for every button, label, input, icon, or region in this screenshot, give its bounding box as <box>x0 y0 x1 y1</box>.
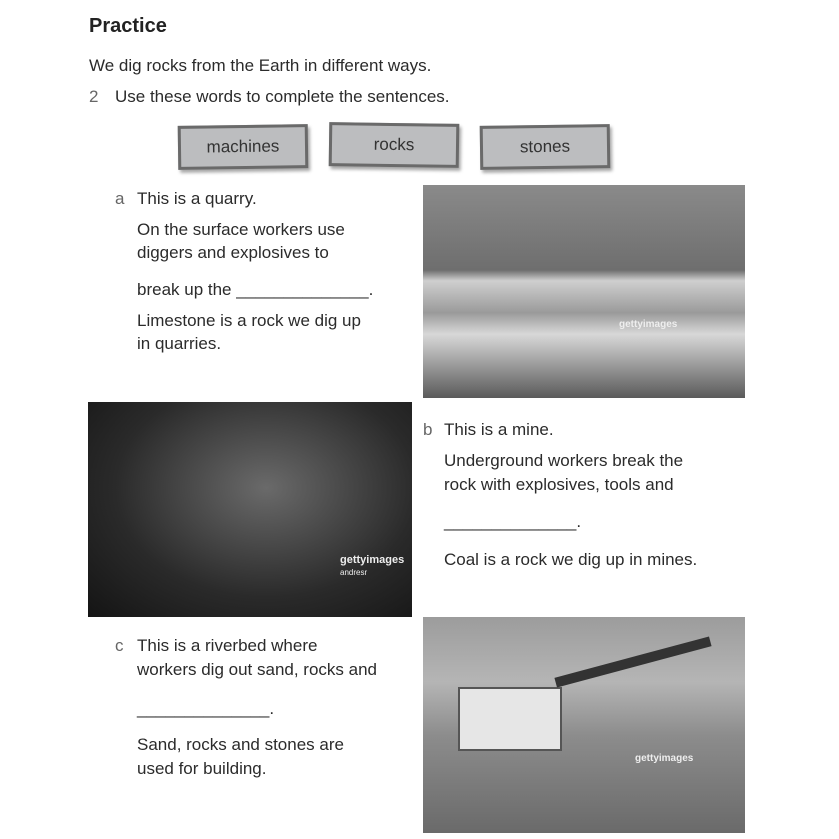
section-b-line: Coal is a rock we dig up in mines. <box>444 550 698 569</box>
excavator-arm-shape <box>554 636 711 687</box>
word-box-rocks: rocks <box>329 122 460 168</box>
section-c-line: used for building. <box>137 759 267 778</box>
section-b-label: b <box>423 420 433 439</box>
question-text: Use these words to complete the sentences. <box>115 87 450 106</box>
section-a-line: diggers and explosives to <box>137 243 329 262</box>
section-c-line: This is a riverbed where <box>137 636 318 655</box>
section-a-label: a <box>115 189 125 208</box>
quarry-photo <box>423 185 745 398</box>
section-c-line: Sand, rocks and stones are <box>137 735 344 754</box>
section-a-line: This is a quarry. <box>137 189 257 208</box>
section-b-blank-line: ______________. <box>444 512 582 531</box>
mine-photo <box>88 402 412 617</box>
word-box-stones: stones <box>480 124 611 170</box>
question-number: 2 <box>89 87 99 106</box>
watermark: gettyimages <box>340 554 405 566</box>
riverbed-excavator-photo <box>423 617 745 833</box>
section-b-line: Underground workers break the <box>444 451 684 470</box>
excavator-shape <box>458 687 562 751</box>
page-title: Practice <box>89 15 167 37</box>
word-box-machines: machines <box>178 124 309 170</box>
section-b-line: rock with explosives, tools and <box>444 475 674 494</box>
watermark: gettyimages <box>635 753 694 764</box>
section-a-blank-line: break up the ______________. <box>137 280 374 299</box>
watermark: gettyimages <box>619 319 678 330</box>
section-c-blank-line: ______________. <box>137 699 275 718</box>
section-a-line: On the surface workers use <box>137 220 345 239</box>
intro-text: We dig rocks from the Earth in different ways. <box>89 56 432 75</box>
section-a-line: Limestone is a rock we dig up <box>137 311 361 330</box>
photo-credit: andresr <box>340 568 368 577</box>
section-c-label: c <box>115 636 124 655</box>
section-c-line: workers dig out sand, rocks and <box>137 660 378 679</box>
section-b-line: This is a mine. <box>444 420 554 439</box>
section-a-line: in quarries. <box>137 334 222 353</box>
